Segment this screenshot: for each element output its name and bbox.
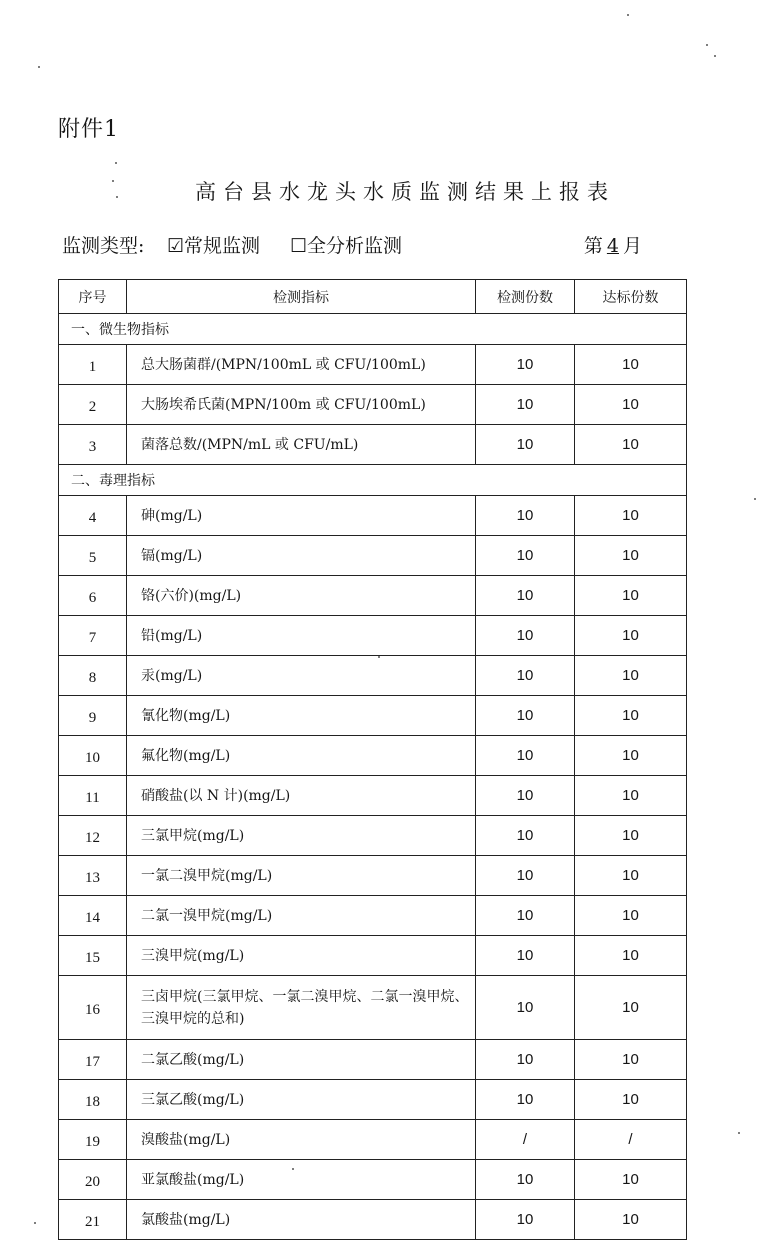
table-row — [59, 385, 687, 425]
table-body — [59, 314, 687, 1240]
serial-cell: 16 — [59, 976, 127, 1040]
section-title: 一、微生物指标 — [59, 314, 687, 345]
month-field — [584, 231, 642, 258]
scan-speck — [34, 1222, 36, 1224]
tested-count-cell: 10 — [476, 1040, 575, 1080]
tested-count-cell: 10 — [476, 1200, 575, 1240]
section-row — [59, 314, 687, 345]
serial-cell: 3 — [59, 425, 127, 465]
serial-cell: 17 — [59, 1040, 127, 1080]
serial-cell: 4 — [59, 496, 127, 536]
table-row — [59, 776, 687, 816]
table-row — [59, 696, 687, 736]
tested-count-cell: 10 — [476, 776, 575, 816]
tested-count-cell: 10 — [476, 345, 575, 385]
scan-speck — [738, 1132, 740, 1134]
tested-count-cell: 10 — [476, 896, 575, 936]
indicator-cell: 总大肠菌群/(MPN/100mL 或 CFU/100mL) — [127, 345, 476, 385]
passed-count-cell: 10 — [575, 936, 687, 976]
serial-cell: 8 — [59, 656, 127, 696]
attachment-label: 附件1 — [58, 117, 119, 142]
scan-speck — [115, 162, 117, 164]
serial-cell: 20 — [59, 1160, 127, 1200]
tested-count-cell: 10 — [476, 425, 575, 465]
monitoring-meta — [62, 231, 642, 261]
tested-count-cell: 10 — [476, 576, 575, 616]
serial-cell: 10 — [59, 736, 127, 776]
indicator-cell: 亚氯酸盐(mg/L) — [127, 1160, 476, 1200]
table-row — [59, 736, 687, 776]
tested-count-cell: 10 — [476, 736, 575, 776]
serial-cell: 12 — [59, 816, 127, 856]
serial-cell: 21 — [59, 1200, 127, 1240]
tested-count-cell: 10 — [476, 616, 575, 656]
indicator-cell: 溴酸盐(mg/L) — [127, 1120, 476, 1160]
scan-speck — [627, 14, 629, 16]
indicator-cell: 三溴甲烷(mg/L) — [127, 936, 476, 976]
serial-cell: 15 — [59, 936, 127, 976]
scan-speck — [112, 180, 114, 182]
indicator-cell: 氟化物(mg/L) — [127, 736, 476, 776]
serial-cell: 19 — [59, 1120, 127, 1160]
tested-count-cell: 10 — [476, 696, 575, 736]
scan-speck — [706, 44, 708, 46]
passed-count-cell: 10 — [575, 425, 687, 465]
indicator-cell: 二氯乙酸(mg/L) — [127, 1040, 476, 1080]
full-analysis-checkbox[interactable]: ☐全分析监测 — [290, 235, 403, 257]
indicator-cell: 铅(mg/L) — [127, 616, 476, 656]
serial-cell: 14 — [59, 896, 127, 936]
scan-speck — [38, 66, 40, 68]
passed-count-cell: 10 — [575, 656, 687, 696]
section-title: 二、毒理指标 — [59, 465, 687, 496]
indicator-cell: 三卤甲烷(三氯甲烷、一氯二溴甲烷、二氯一溴甲烷、三溴甲烷的总和) — [127, 976, 476, 1040]
table-row — [59, 896, 687, 936]
month-suffix: 月 — [622, 235, 642, 257]
table-row — [59, 856, 687, 896]
indicator-cell: 铬(六价)(mg/L) — [127, 576, 476, 616]
tested-count-cell: 10 — [476, 656, 575, 696]
passed-count-cell: 10 — [575, 736, 687, 776]
passed-count-cell: 10 — [575, 856, 687, 896]
table-row — [59, 616, 687, 656]
table-row — [59, 656, 687, 696]
passed-count-cell: 10 — [575, 616, 687, 656]
header-passed-count: 达标份数 — [575, 280, 687, 314]
routine-monitoring-checkbox[interactable]: ☑常规监测 — [167, 235, 261, 257]
table-row — [59, 345, 687, 385]
passed-count-cell: 10 — [575, 976, 687, 1040]
indicator-cell: 氯酸盐(mg/L) — [127, 1200, 476, 1240]
scan-speck — [292, 1168, 294, 1170]
table-row — [59, 1200, 687, 1240]
passed-count-cell: 10 — [575, 536, 687, 576]
tested-count-cell: 10 — [476, 856, 575, 896]
indicator-cell: 二氯一溴甲烷(mg/L) — [127, 896, 476, 936]
serial-cell: 13 — [59, 856, 127, 896]
table-row — [59, 576, 687, 616]
table-row — [59, 816, 687, 856]
indicator-cell: 三氯甲烷(mg/L) — [127, 816, 476, 856]
passed-count-cell: 10 — [575, 576, 687, 616]
serial-cell: 7 — [59, 616, 127, 656]
table-row — [59, 1040, 687, 1080]
tested-count-cell: 10 — [476, 496, 575, 536]
passed-count-cell: 10 — [575, 696, 687, 736]
tested-count-cell: 10 — [476, 976, 575, 1040]
passed-count-cell: 10 — [575, 896, 687, 936]
table-row — [59, 936, 687, 976]
scan-speck — [714, 55, 716, 57]
indicator-cell: 汞(mg/L) — [127, 656, 476, 696]
scan-speck — [378, 656, 380, 658]
header-tested-count: 检测份数 — [476, 280, 575, 314]
header-serial: 序号 — [59, 280, 127, 314]
tested-count-cell: 10 — [476, 385, 575, 425]
indicator-cell: 氰化物(mg/L) — [127, 696, 476, 736]
passed-count-cell: 10 — [575, 1160, 687, 1200]
serial-cell: 6 — [59, 576, 127, 616]
table-row — [59, 536, 687, 576]
serial-cell: 5 — [59, 536, 127, 576]
scan-speck — [116, 196, 118, 198]
serial-cell: 2 — [59, 385, 127, 425]
passed-count-cell: 10 — [575, 1040, 687, 1080]
month-value: 4 — [606, 235, 619, 257]
passed-count-cell: 10 — [575, 345, 687, 385]
table-row — [59, 1160, 687, 1200]
tested-count-cell: / — [476, 1120, 575, 1160]
serial-cell: 18 — [59, 1080, 127, 1120]
indicator-cell: 大肠埃希氏菌(MPN/100m 或 CFU/100mL) — [127, 385, 476, 425]
month-prefix: 第 — [583, 235, 603, 257]
indicator-cell: 菌落总数/(MPN/mL 或 CFU/mL) — [127, 425, 476, 465]
tested-count-cell: 10 — [476, 1080, 575, 1120]
indicator-cell: 砷(mg/L) — [127, 496, 476, 536]
tested-count-cell: 10 — [476, 1160, 575, 1200]
table-row — [59, 1120, 687, 1160]
results-table — [58, 279, 687, 1240]
passed-count-cell: 10 — [575, 776, 687, 816]
scan-speck — [754, 498, 756, 500]
header-indicator: 检测指标 — [127, 280, 476, 314]
section-row — [59, 465, 687, 496]
serial-cell: 9 — [59, 696, 127, 736]
indicator-cell: 镉(mg/L) — [127, 536, 476, 576]
table-row — [59, 976, 687, 1040]
serial-cell: 11 — [59, 776, 127, 816]
indicator-cell: 硝酸盐(以 N 计)(mg/L) — [127, 776, 476, 816]
passed-count-cell: 10 — [575, 1200, 687, 1240]
table-header-row — [59, 280, 687, 314]
indicator-cell: 三氯乙酸(mg/L) — [127, 1080, 476, 1120]
passed-count-cell: / — [575, 1120, 687, 1160]
table-row — [59, 425, 687, 465]
passed-count-cell: 10 — [575, 385, 687, 425]
tested-count-cell: 10 — [476, 536, 575, 576]
indicator-cell: 一氯二溴甲烷(mg/L) — [127, 856, 476, 896]
tested-count-cell: 10 — [476, 936, 575, 976]
table-row — [59, 496, 687, 536]
passed-count-cell: 10 — [575, 816, 687, 856]
serial-cell: 1 — [59, 345, 127, 385]
passed-count-cell: 10 — [575, 496, 687, 536]
table-row — [59, 1080, 687, 1120]
monitoring-type-label: 监测类型: — [62, 235, 145, 257]
page-title: 高台县水龙头水质监测结果上报表 — [195, 180, 615, 204]
tested-count-cell: 10 — [476, 816, 575, 856]
passed-count-cell: 10 — [575, 1080, 687, 1120]
